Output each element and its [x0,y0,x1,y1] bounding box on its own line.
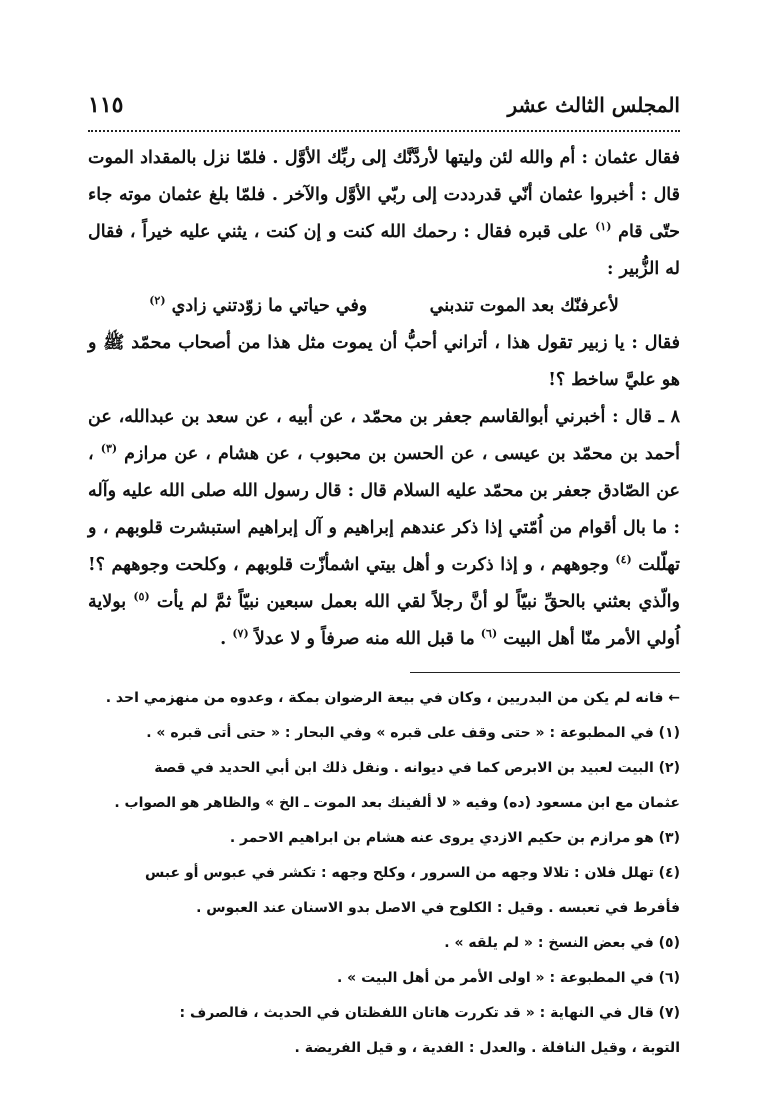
footnote-3: (٣) هو مرازم بن حكيم الازدي يروى عنه هشام بن ابراهيم الاحمر . [229,830,680,846]
verse-hemistich-first: لأعرفنّك بعد الموت تندبني [429,296,619,316]
paragraph-2: فقال : يا زبير تقول هذا ، أتراني أحبُّ أن يموت مثل هذا من أصحاب محمّد ﷺ و هو عليَّ ساخط ؟! [88,333,680,390]
footnote-7: (٧) قال في النهاية : « قد تكررت هاتان اللفظتان في الحديث ، فالصرف : [179,1005,680,1021]
footnote-1: (١) في المطبوعة : « حتى وقف على قبره » وفي البحار : « حتى أتى قبره » . [146,725,680,741]
footnote-4-continued: فأفرط في تعبسه . وقيل : الكلوح في الاصل بدو الاسنان عند العبوس . [196,900,680,916]
footnote-ref-7[interactable]: (٧) [232,627,249,641]
paragraph-3: ٨ ـ قال : أخبرني أبوالقاسم جعفر بن محمّد ، عن أبيه ، عن سعد بن عبدالله، عن أحمد بن محمّد بن عيسى ، عن الحسن بن محبوب ، عن هشام ، عن مرازم $^{(٣)}$ ، عن الصّادق جعفر بن محمّد عليه السلام قال : قال رسول الله صلى الله عليه وآله : ما بال أقوام من اُمّتي إذا ذكر عندهم إبراهيم و آل إبراهيم استبشرت قلوبهم ، و تهلّلت $^{(٤)}$ وجوههم ، و إذا ذكرت و أهل بيتي اشمأزّت قلوبهم ، وكلحت وجوههم ؟! والّذي بعثني بالحقِّ نبيّاً لو أنَّ رجلاً لقي الله بعمل سبعين نبيّاً ثمَّ لم يأت $^{(٥)}$ بولاية اُولي الأمر منّا أهل البيت $^{(٦)}$ ما قبل الله منه صرفاً و لا عدلاً $^{(٧)}$ . [88,407,681,649]
paragraph-1: فقال عثمان : أم والله لئن وليتها لأردَّنَّك إلى ربِّك الأوَّل . فلمّا نزل بالمقداد الموت قال : أخبروا عثمان أنّي قدرددت إلى ربّي الأوَّل والآخر . فلمّا بلغ عثمان موته جاء حتّى قام $^{(١)}$ على قبره فقال : رحمك الله كنت و إن كنت ، يثني عليه خيراً ، فقال له الزُّبير : [88,148,680,279]
footnote-4: (٤) تهلل فلان : تلالا وجهه من السرور ، وكلح وجهه : تكشر في عبوس أو عبس [145,865,680,881]
footnote-ref-4[interactable]: (٤) [615,553,632,567]
main-text [88,140,680,658]
running-header [88,92,680,132]
footnote-separator [410,672,680,673]
footnotes [88,681,680,1066]
footnote-ref-6[interactable]: (٦) [480,627,498,641]
footnote-2: (٢) البيت لعبيد بن الابرص كما في ديوانه . ونقل ذلك ابن أبي الحديد في قصة [154,760,680,776]
footnote-2-continued: عثمان مع ابن مسعود (ده) وفيه « لا ألفينك بعد الموت ـ الخ » والظاهر هو الصواب . [114,795,680,811]
footnote-ref-5[interactable]: (٥) [133,590,150,604]
page-number: ١١٥ [88,92,124,118]
book-page [88,92,681,1056]
chapter-title: المجلس الثالث عشر [507,93,680,117]
verse-hemistich-second: وفي حياتي ما زوّدتني زادي $^{(٢)}$ [149,294,368,316]
footnote-6: (٦) في المطبوعة : « اولى الأمر من أهل البيت » . [336,970,680,986]
footnote-ref-1[interactable]: (١) [595,220,612,234]
footnote-7-continued: التوبة ، وقيل النافلة . والعدل : الفدية ، و قيل الفريضة . [294,1040,680,1056]
footnote-ref-2[interactable]: (٢) [149,294,166,308]
poetry-verse [88,288,680,325]
footnote-ref-3[interactable]: (٣) [100,442,118,456]
footnote-carryover: ← فانه لم يكن من البدريين ، وكان في بيعة الرضوان بمكة ، وعدوه من منهزمي احد . [105,690,680,706]
footnote-5: (٥) في بعض النسخ : « لم يلقه » . [444,935,680,951]
